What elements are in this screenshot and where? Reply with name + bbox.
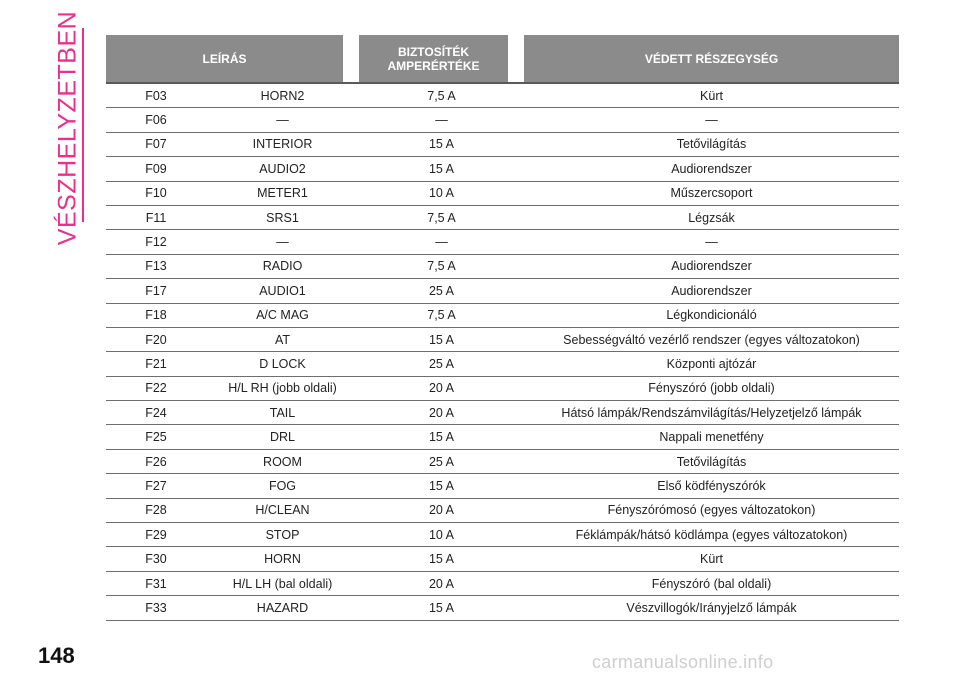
fuse-amperage: 10 A bbox=[428, 527, 455, 542]
table-row bbox=[106, 206, 899, 230]
protected-component: Audiorendszer bbox=[671, 259, 752, 274]
fuse-amperage: 25 A bbox=[428, 454, 455, 469]
fuse-name: ROOM bbox=[263, 454, 302, 469]
fuse-id: F03 bbox=[145, 88, 167, 103]
fuse-name: AUDIO1 bbox=[259, 283, 306, 298]
fuse-id: F33 bbox=[145, 600, 167, 615]
fuse-amperage: 15 A bbox=[428, 600, 455, 615]
fuse-id: F12 bbox=[145, 235, 167, 250]
fuse-amperage: 7,5 A bbox=[427, 210, 456, 225]
table-row bbox=[106, 255, 899, 279]
protected-component: Kürt bbox=[700, 552, 723, 567]
table-row bbox=[106, 547, 899, 571]
table-row bbox=[106, 377, 899, 401]
fuse-id: F27 bbox=[145, 478, 167, 493]
fuse-name: TAIL bbox=[269, 405, 296, 420]
header-amperage-line2: AMPERÉRTÉKE bbox=[387, 58, 480, 73]
protected-component: Tetővilágítás bbox=[676, 137, 747, 152]
table-row bbox=[106, 596, 899, 620]
fuse-id: F31 bbox=[145, 576, 167, 591]
table-row bbox=[106, 450, 899, 474]
fuse-amperage: 15 A bbox=[428, 478, 455, 493]
fuse-amperage: 25 A bbox=[428, 356, 455, 371]
section-title-text: VÉSZHELYZETBEN bbox=[53, 10, 82, 246]
fuse-name: H/CLEAN bbox=[255, 503, 310, 518]
header-component: VÉDETT RÉSZEGYSÉG bbox=[524, 35, 899, 82]
fuse-name: — bbox=[276, 113, 289, 128]
fuse-name: H/L LH (bal oldali) bbox=[232, 576, 333, 591]
table-row bbox=[106, 425, 899, 449]
fuse-amperage: 25 A bbox=[428, 283, 455, 298]
protected-component: — bbox=[705, 235, 718, 250]
fuse-amperage: 20 A bbox=[428, 405, 455, 420]
protected-component: Központi ajtózár bbox=[666, 356, 757, 371]
section-title bbox=[53, 10, 83, 246]
fuse-id: F26 bbox=[145, 454, 167, 469]
fuse-id: F18 bbox=[145, 308, 167, 323]
fuse-name: METER1 bbox=[257, 186, 308, 201]
fuse-amperage: 20 A bbox=[428, 381, 455, 396]
table-header bbox=[106, 35, 899, 82]
fuse-amperage: — bbox=[435, 235, 448, 250]
watermark: carmanualsonline.info bbox=[592, 652, 774, 672]
protected-component: Nappali menetfény bbox=[659, 430, 764, 445]
fuse-name: DRL bbox=[269, 430, 295, 445]
fuse-name: INTERIOR bbox=[252, 137, 313, 152]
fuse-amperage: 15 A bbox=[428, 430, 455, 445]
protected-component: Audiorendszer bbox=[671, 283, 752, 298]
table-row bbox=[106, 328, 899, 352]
protected-component: Fényszóró (bal oldali) bbox=[651, 576, 772, 591]
table-row bbox=[106, 523, 899, 547]
fuse-amperage: 20 A bbox=[428, 576, 455, 591]
header-description: LEÍRÁS bbox=[106, 35, 343, 82]
fuse-amperage: 7,5 A bbox=[427, 308, 456, 323]
table-row bbox=[106, 499, 899, 523]
section-divider bbox=[82, 28, 84, 222]
table-row bbox=[106, 182, 899, 206]
table-row bbox=[106, 352, 899, 376]
table-row bbox=[106, 474, 899, 498]
fuse-id: F24 bbox=[145, 405, 167, 420]
fuse-id: F22 bbox=[145, 381, 167, 396]
fuse-name: RADIO bbox=[262, 259, 303, 274]
fuse-name: SRS1 bbox=[266, 210, 299, 225]
fuse-id: F10 bbox=[145, 186, 167, 201]
fuse-name: FOG bbox=[268, 478, 297, 493]
fuse-id: F29 bbox=[145, 527, 167, 542]
protected-component: Sebességváltó vezérlő rendszer (egyes változatokon) bbox=[563, 332, 860, 347]
table-body bbox=[106, 82, 899, 621]
fuse-amperage: 15 A bbox=[428, 552, 455, 567]
table-row bbox=[106, 108, 899, 132]
fuse-table bbox=[106, 35, 899, 621]
protected-component: Féklámpák/hátsó ködlámpa (egyes változatokon) bbox=[575, 527, 848, 542]
fuse-name: HORN bbox=[264, 552, 301, 567]
protected-component: Fényszóró (jobb oldali) bbox=[648, 381, 775, 396]
table-row bbox=[106, 230, 899, 254]
header-amperage-line1: BIZTOSÍTÉK bbox=[397, 44, 470, 59]
fuse-id: F11 bbox=[145, 210, 167, 225]
table-row bbox=[106, 401, 899, 425]
protected-component: Tetővilágítás bbox=[676, 454, 747, 469]
table-row bbox=[106, 572, 899, 596]
protected-component: Hátsó lámpák/Rendszámvilágítás/Helyzetjelző lámpák bbox=[561, 405, 862, 420]
fuse-name: — bbox=[276, 235, 289, 250]
fuse-id: F06 bbox=[145, 113, 167, 128]
fuse-name: AT bbox=[274, 332, 291, 347]
fuse-name: D LOCK bbox=[259, 356, 306, 371]
fuse-id: F13 bbox=[145, 259, 167, 274]
fuse-amperage: 20 A bbox=[428, 503, 455, 518]
fuse-id: F28 bbox=[145, 503, 167, 518]
table-row bbox=[106, 133, 899, 157]
table-row bbox=[106, 304, 899, 328]
fuse-id: F07 bbox=[145, 137, 167, 152]
fuse-id: F17 bbox=[145, 283, 167, 298]
protected-component: Légkondicionáló bbox=[666, 308, 757, 323]
page-number: 148 bbox=[38, 643, 75, 668]
fuse-name: STOP bbox=[265, 527, 300, 542]
fuse-name: HORN2 bbox=[260, 88, 305, 103]
fuse-amperage: 15 A bbox=[428, 332, 455, 347]
protected-component: Audiorendszer bbox=[671, 161, 752, 176]
fuse-amperage: 10 A bbox=[428, 186, 455, 201]
fuse-amperage: — bbox=[435, 113, 448, 128]
fuse-amperage: 15 A bbox=[428, 161, 455, 176]
protected-component: Kürt bbox=[700, 88, 723, 103]
protected-component: — bbox=[705, 113, 718, 128]
header-amperage bbox=[359, 35, 508, 82]
fuse-id: F09 bbox=[145, 161, 167, 176]
fuse-id: F30 bbox=[145, 552, 167, 567]
fuse-id: F25 bbox=[145, 430, 167, 445]
protected-component: Első ködfényszórók bbox=[657, 478, 766, 493]
fuse-name: A/C MAG bbox=[256, 308, 309, 323]
fuse-id: F20 bbox=[145, 332, 167, 347]
fuse-name: HAZARD bbox=[256, 600, 309, 615]
protected-component: Műszercsoport bbox=[670, 186, 753, 201]
fuse-id: F21 bbox=[145, 356, 167, 371]
protected-component: Légzsák bbox=[688, 210, 735, 225]
protected-component: Fényszórómosó (egyes változatokon) bbox=[607, 503, 816, 518]
table-row bbox=[106, 157, 899, 181]
fuse-amperage: 7,5 A bbox=[427, 88, 456, 103]
table-row bbox=[106, 82, 899, 108]
fuse-amperage: 7,5 A bbox=[427, 259, 456, 274]
table-row bbox=[106, 279, 899, 303]
fuse-name: H/L RH (jobb oldali) bbox=[228, 381, 337, 396]
protected-component: Vészvillogók/Irányjelző lámpák bbox=[626, 600, 797, 615]
fuse-name: AUDIO2 bbox=[259, 161, 306, 176]
fuse-amperage: 15 A bbox=[428, 137, 455, 152]
